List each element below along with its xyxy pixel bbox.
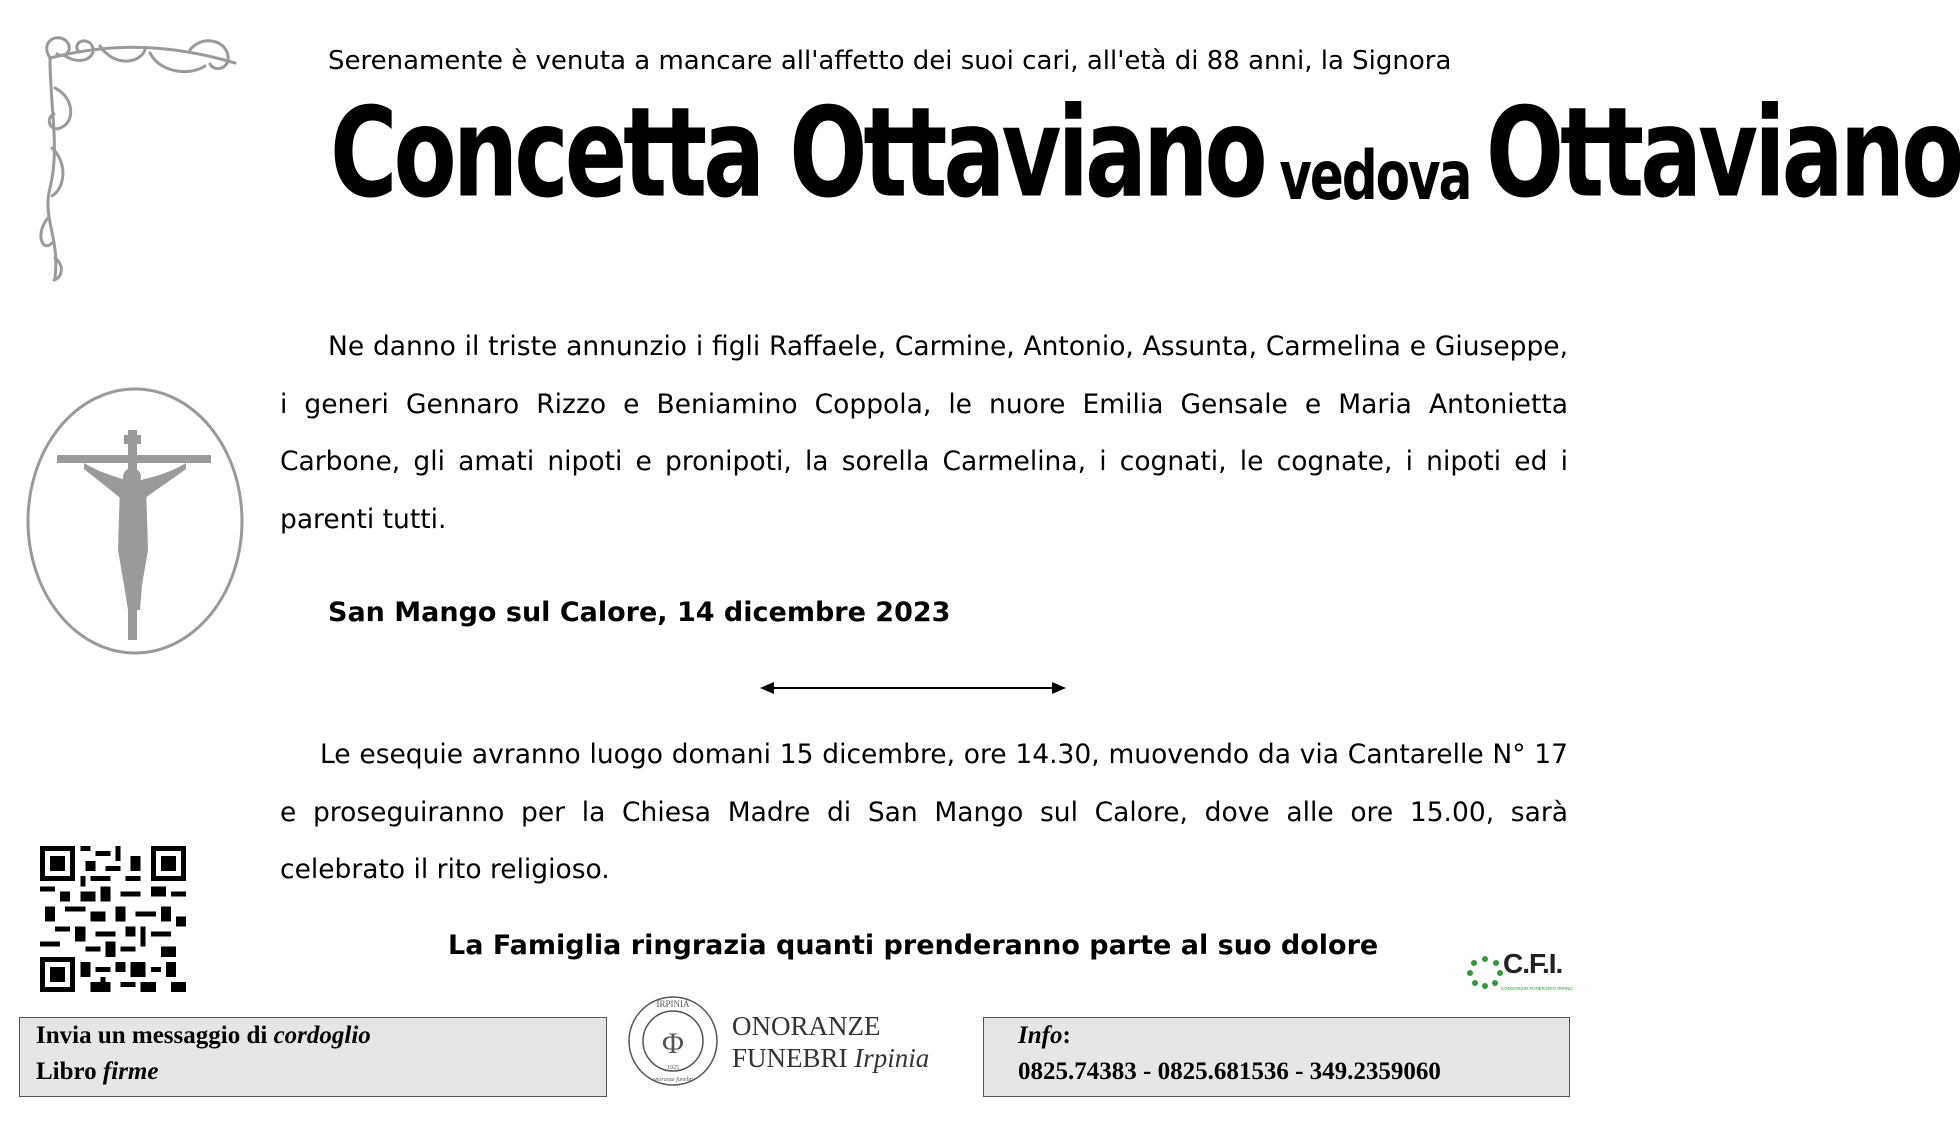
guestbook-link[interactable] [36, 1058, 158, 1086]
info-colon: : [1062, 1022, 1071, 1049]
condolence-link[interactable] [36, 1022, 371, 1050]
funeral-text: Le esequie avranno luogo domani 15 dicembre, ore 14.30, muovendo da via Cantarelle N° 17 e proseguiranno per la Chiesa Madre di San Mango sul Calore, dove alle ore 15.00, sarà celebrato il rito religioso. [280, 739, 1568, 885]
condolence-box[interactable] [19, 1017, 607, 1097]
last-name: Ottaviano [1485, 80, 1960, 225]
intro-text: Serenamente è venuta a mancare all'affetto dei suoi cari, all'età di 88 anni, la Signora [328, 46, 1452, 76]
brand-line1: ONORANZE [732, 1011, 881, 1041]
brand-line2-emphasis: Irpinia [854, 1043, 930, 1073]
deceased-name [330, 80, 1960, 288]
name-connector: vedova [1279, 136, 1471, 215]
cfi-subtitle: CONSORZIO FUNERARIO IRPINO [1501, 986, 1573, 991]
crucifix-icon [24, 385, 246, 657]
divider-arrow [760, 680, 1066, 696]
seal-top-text: IRPINIA [656, 999, 690, 1009]
brand-line2 [732, 1042, 929, 1074]
cfi-title: C.F.I. [1503, 948, 1563, 979]
announcement-text: Ne danno il triste annunzio i figli Raffaele, Carmine, Antonio, Assunta, Carmelina e Giuseppe, i generi Gennaro Rizzo e Beniamino Coppola, le nuore Emilia Gensale e Maria Antonietta Carbone, gli amati nipoti e pronipoti, la sorella Carmelina, i cognati, le cognate, i nipoti ed i parenti tutti. [280, 331, 1568, 535]
corner-ornament [30, 28, 245, 288]
brand-seal-icon [627, 995, 719, 1087]
info-phones[interactable] [1018, 1058, 1441, 1086]
cfi-logo [1465, 948, 1575, 998]
guestbook-prefix: Libro [36, 1058, 103, 1085]
condolence-prefix: Invia un messaggio di [36, 1022, 274, 1049]
cfi-ring-icon [1465, 954, 1505, 990]
info-box [983, 1017, 1570, 1097]
seal-year-text: 1925 [667, 1065, 679, 1071]
first-name: Concetta Ottaviano [330, 80, 1264, 225]
seal-bottom-text: onoranze funebri [652, 1077, 694, 1083]
qr-code-icon[interactable] [40, 846, 186, 992]
svg-text:Φ: Φ [662, 1027, 684, 1060]
brand-line2-text: FUNEBRI [732, 1043, 848, 1073]
info-label-text: Info [1018, 1022, 1063, 1049]
guestbook-emphasis: firme [102, 1058, 159, 1085]
info-phones-text: 0825.74383 - 0825.681536 - 349.2359060 [1018, 1058, 1441, 1085]
condolence-emphasis: cordoglio [273, 1022, 371, 1049]
info-label [1018, 1022, 1071, 1050]
thanks-text: La Famiglia ringrazia quanti prenderanno parte al suo dolore [448, 930, 1379, 961]
brand-name [732, 1010, 929, 1074]
place-date: San Mango sul Calore, 14 dicembre 2023 [328, 597, 951, 628]
